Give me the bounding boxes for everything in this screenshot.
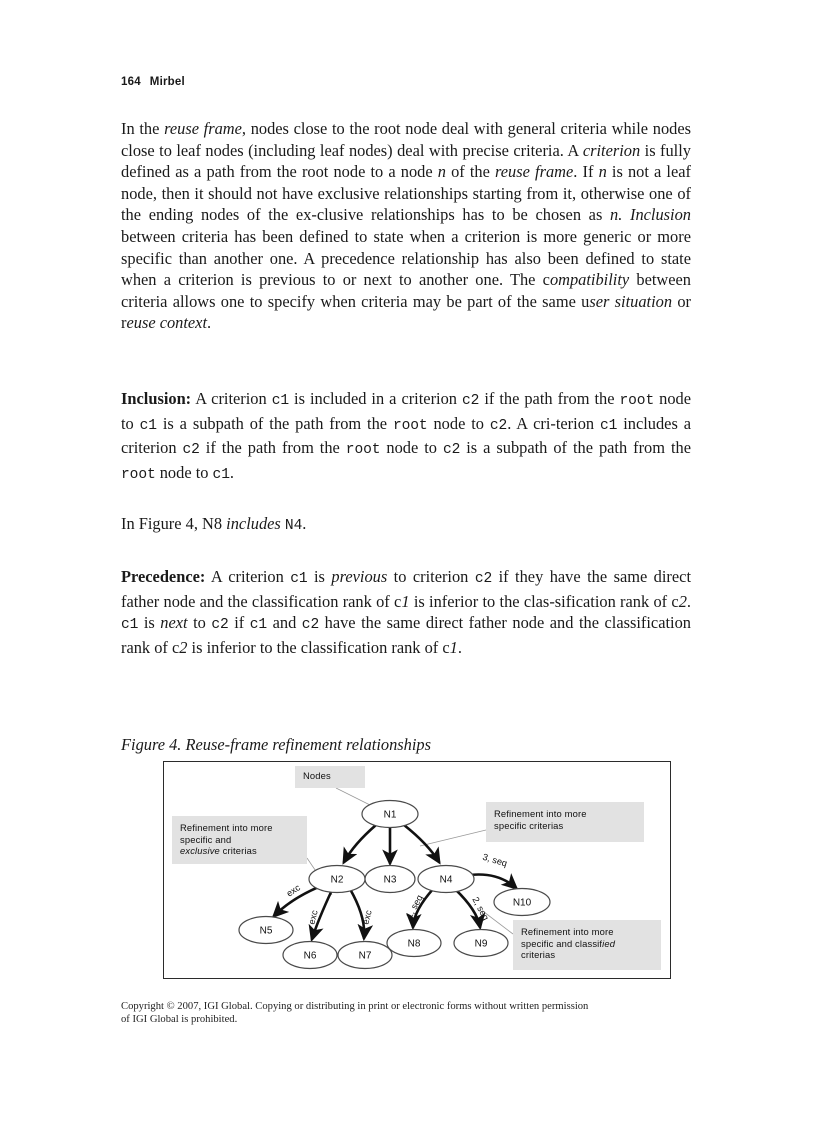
node-n6 [283,942,337,969]
code-run: N4 [284,518,303,534]
edge-label-seq-n10: 3, seq [481,851,509,869]
text-run: is [138,613,161,633]
emphasis-run: ompatibility [549,270,630,290]
emphasis-run: includes [226,514,281,533]
callout-nodes [295,766,365,788]
node-label: N4 [439,874,453,886]
definition-label: Precedence: [121,567,206,586]
callout-line: Refinement into more [494,808,587,819]
text-run: node to [155,462,213,482]
node-n1 [362,801,418,828]
callout-text: specific and classif [521,937,603,949]
callout-specific-refinement [486,802,644,842]
figure-content [164,762,670,978]
emphasis-run: 2 [678,591,687,611]
callout-line: Refinement into more [180,822,273,833]
definition-precedence [121,566,691,658]
node-n4 [418,866,474,893]
node-n10 [494,889,550,916]
text-run: . If [573,162,599,182]
text-run: is inferior to the classification rank of c [187,637,450,657]
callout-line [180,845,299,857]
edge-label-seq-n9: 2, seq [470,895,491,922]
edge-label-exc-n7: exc [360,909,374,926]
text-run: is inferior to the clas-sification rank of c [409,591,679,611]
edge-n1-n2 [344,825,376,862]
text-run: . A cri-terion [507,413,600,433]
text-run: In the [121,119,165,138]
paragraph-text [121,513,691,538]
text-run: is a subpath of the path from the [460,438,691,458]
code-run: c2 [211,617,229,634]
node-n5 [239,917,293,944]
running-head-author: Mirbel [149,76,185,88]
code-run: root [619,393,655,409]
code-run: c2 [489,417,508,434]
text-run: is fully defined as a path from the root node to a node [121,140,691,182]
emphasis-run: n [437,162,446,182]
edge-label-seq-n8: 1, seq [404,893,425,920]
text-run: . [229,462,234,482]
text-run: A criterion [205,567,291,586]
paragraph-reuse-frame [121,118,691,334]
text-run: to criterion [387,567,475,586]
code-run: c1 [249,617,268,634]
text-run: to [187,613,212,633]
code-run: c1 [599,417,618,434]
text-run: . [457,637,462,657]
text-run: node to [380,438,443,458]
text-run: if the path from the [199,438,346,458]
emphasis-run: n [598,162,607,182]
text-run: . [207,313,212,333]
paragraph-text [121,118,691,334]
text-run: if [228,613,250,633]
callout-line: specific and [180,833,232,845]
copyright-line-2: of IGI Global is prohibited. [121,1014,238,1026]
node-n7 [338,942,392,969]
emphasis-run: ser situation [589,291,673,311]
text-run: between criteria allows one to specify when criteria may be part of the same u [121,270,691,311]
text-run: is not a leaf node, then it should not have exclusive relationships starting from it, otherwise one of the ending nodes of the ex-clusive relationships has to be chosen as [121,162,691,225]
emphasis-run: reuse frame [495,162,574,182]
node-label: N6 [303,950,317,962]
text-run: node to [427,413,490,433]
callout-line: criterias [521,949,556,961]
code-run: c1 [121,617,139,634]
callout-classified-refinement [513,920,661,970]
text-run: have the same direct father node and the classification rank of c [121,613,691,657]
text-run: is included in a criterion [289,389,462,408]
definition-label: Inclusion: [121,389,192,408]
node-label: N9 [474,938,488,950]
figure-4 [163,761,671,979]
text-run: . [686,591,691,611]
figure-caption: Figure 4. Reuse-frame refinement relationships [121,735,431,754]
node-label: N7 [358,950,372,962]
callout-emphasis: ied [602,937,616,949]
page-number: 164 [121,76,141,88]
node-n3 [365,866,415,893]
text-run: . [302,514,307,533]
callout-line: Refinement into more [521,926,614,937]
node-label: N8 [407,938,421,950]
code-run: c2 [182,442,200,459]
node-label: N10 [512,897,532,909]
callout-exclusive-refinement [172,816,307,864]
text-run: includes a criterion [121,413,691,458]
code-run: root [121,466,156,483]
edge-label-exc-n5: exc [284,882,303,899]
paragraph-text [121,566,691,658]
node-label: N1 [383,809,397,821]
node-n9 [454,930,508,957]
emphasis-run: next [160,613,188,633]
text-run: is [307,567,332,586]
emphasis-run: 2 [179,637,188,657]
text-run: and [267,613,302,633]
callout-line [521,938,653,950]
emphasis-run: previous [331,567,388,586]
emphasis-run: 1 [449,637,458,657]
node-n8 [387,930,441,957]
text-run: between criteria has been defined to state when a criterion is more generic or more specific than another one. A precedence relationship has also been defined to state when a criterion is previous to or next to another one. The c [121,226,691,290]
edge-n1-n4 [404,825,439,862]
node-label: N5 [259,925,273,937]
callout-line: specific criterias [494,819,564,831]
code-run: root [345,442,381,459]
node-label: N2 [330,874,344,886]
code-run: c1 [290,571,308,587]
code-run: c2 [442,442,461,459]
callout-emphasis: exclusive [180,845,220,857]
text-run: is a subpath of the path from the [156,413,393,433]
node-n2 [309,866,365,893]
code-run: c1 [271,393,290,409]
figure-reference [121,513,691,538]
copyright-line-1: Copyright © 2007, IGI Global. Copying or distributing in print or electronic forms without written permission [121,1001,589,1012]
text-run: node to [121,389,691,433]
callout-text: criterias [219,845,257,857]
node-label: N3 [383,874,397,886]
code-run: c2 [474,571,493,587]
text-run: A criterion [191,389,272,408]
text-run: , nodes close to the root node deal with general criteria while nodes close to leaf nodes (including leaf nodes) deal with precise criteria. A [121,119,692,160]
emphasis-run: criterion [582,140,641,160]
code-run: c1 [212,466,230,483]
code-run: root [392,417,428,434]
running-head [121,76,185,88]
emphasis-run: 1 [401,591,410,611]
text-run: or r [121,291,691,333]
emphasis-run: reuse frame [164,119,242,138]
edge-label-exc-n6: exc [306,909,320,926]
code-run: c2 [301,617,320,634]
text-run: of the [445,162,496,182]
copyright-footer [121,1000,697,1027]
text-run: In Figure 4, N8 [121,514,227,533]
code-run: c1 [139,417,157,434]
text-run: if the path from the [479,389,620,408]
code-run: c2 [461,393,480,409]
callout-text: Nodes [303,770,331,781]
emphasis-run: euse context [126,313,208,333]
text-run: if they have the same direct father node and the classification rank of c [121,567,691,611]
paragraph-text [121,388,691,486]
emphasis-run: n. Inclusion [610,205,691,225]
definition-inclusion [121,388,691,486]
